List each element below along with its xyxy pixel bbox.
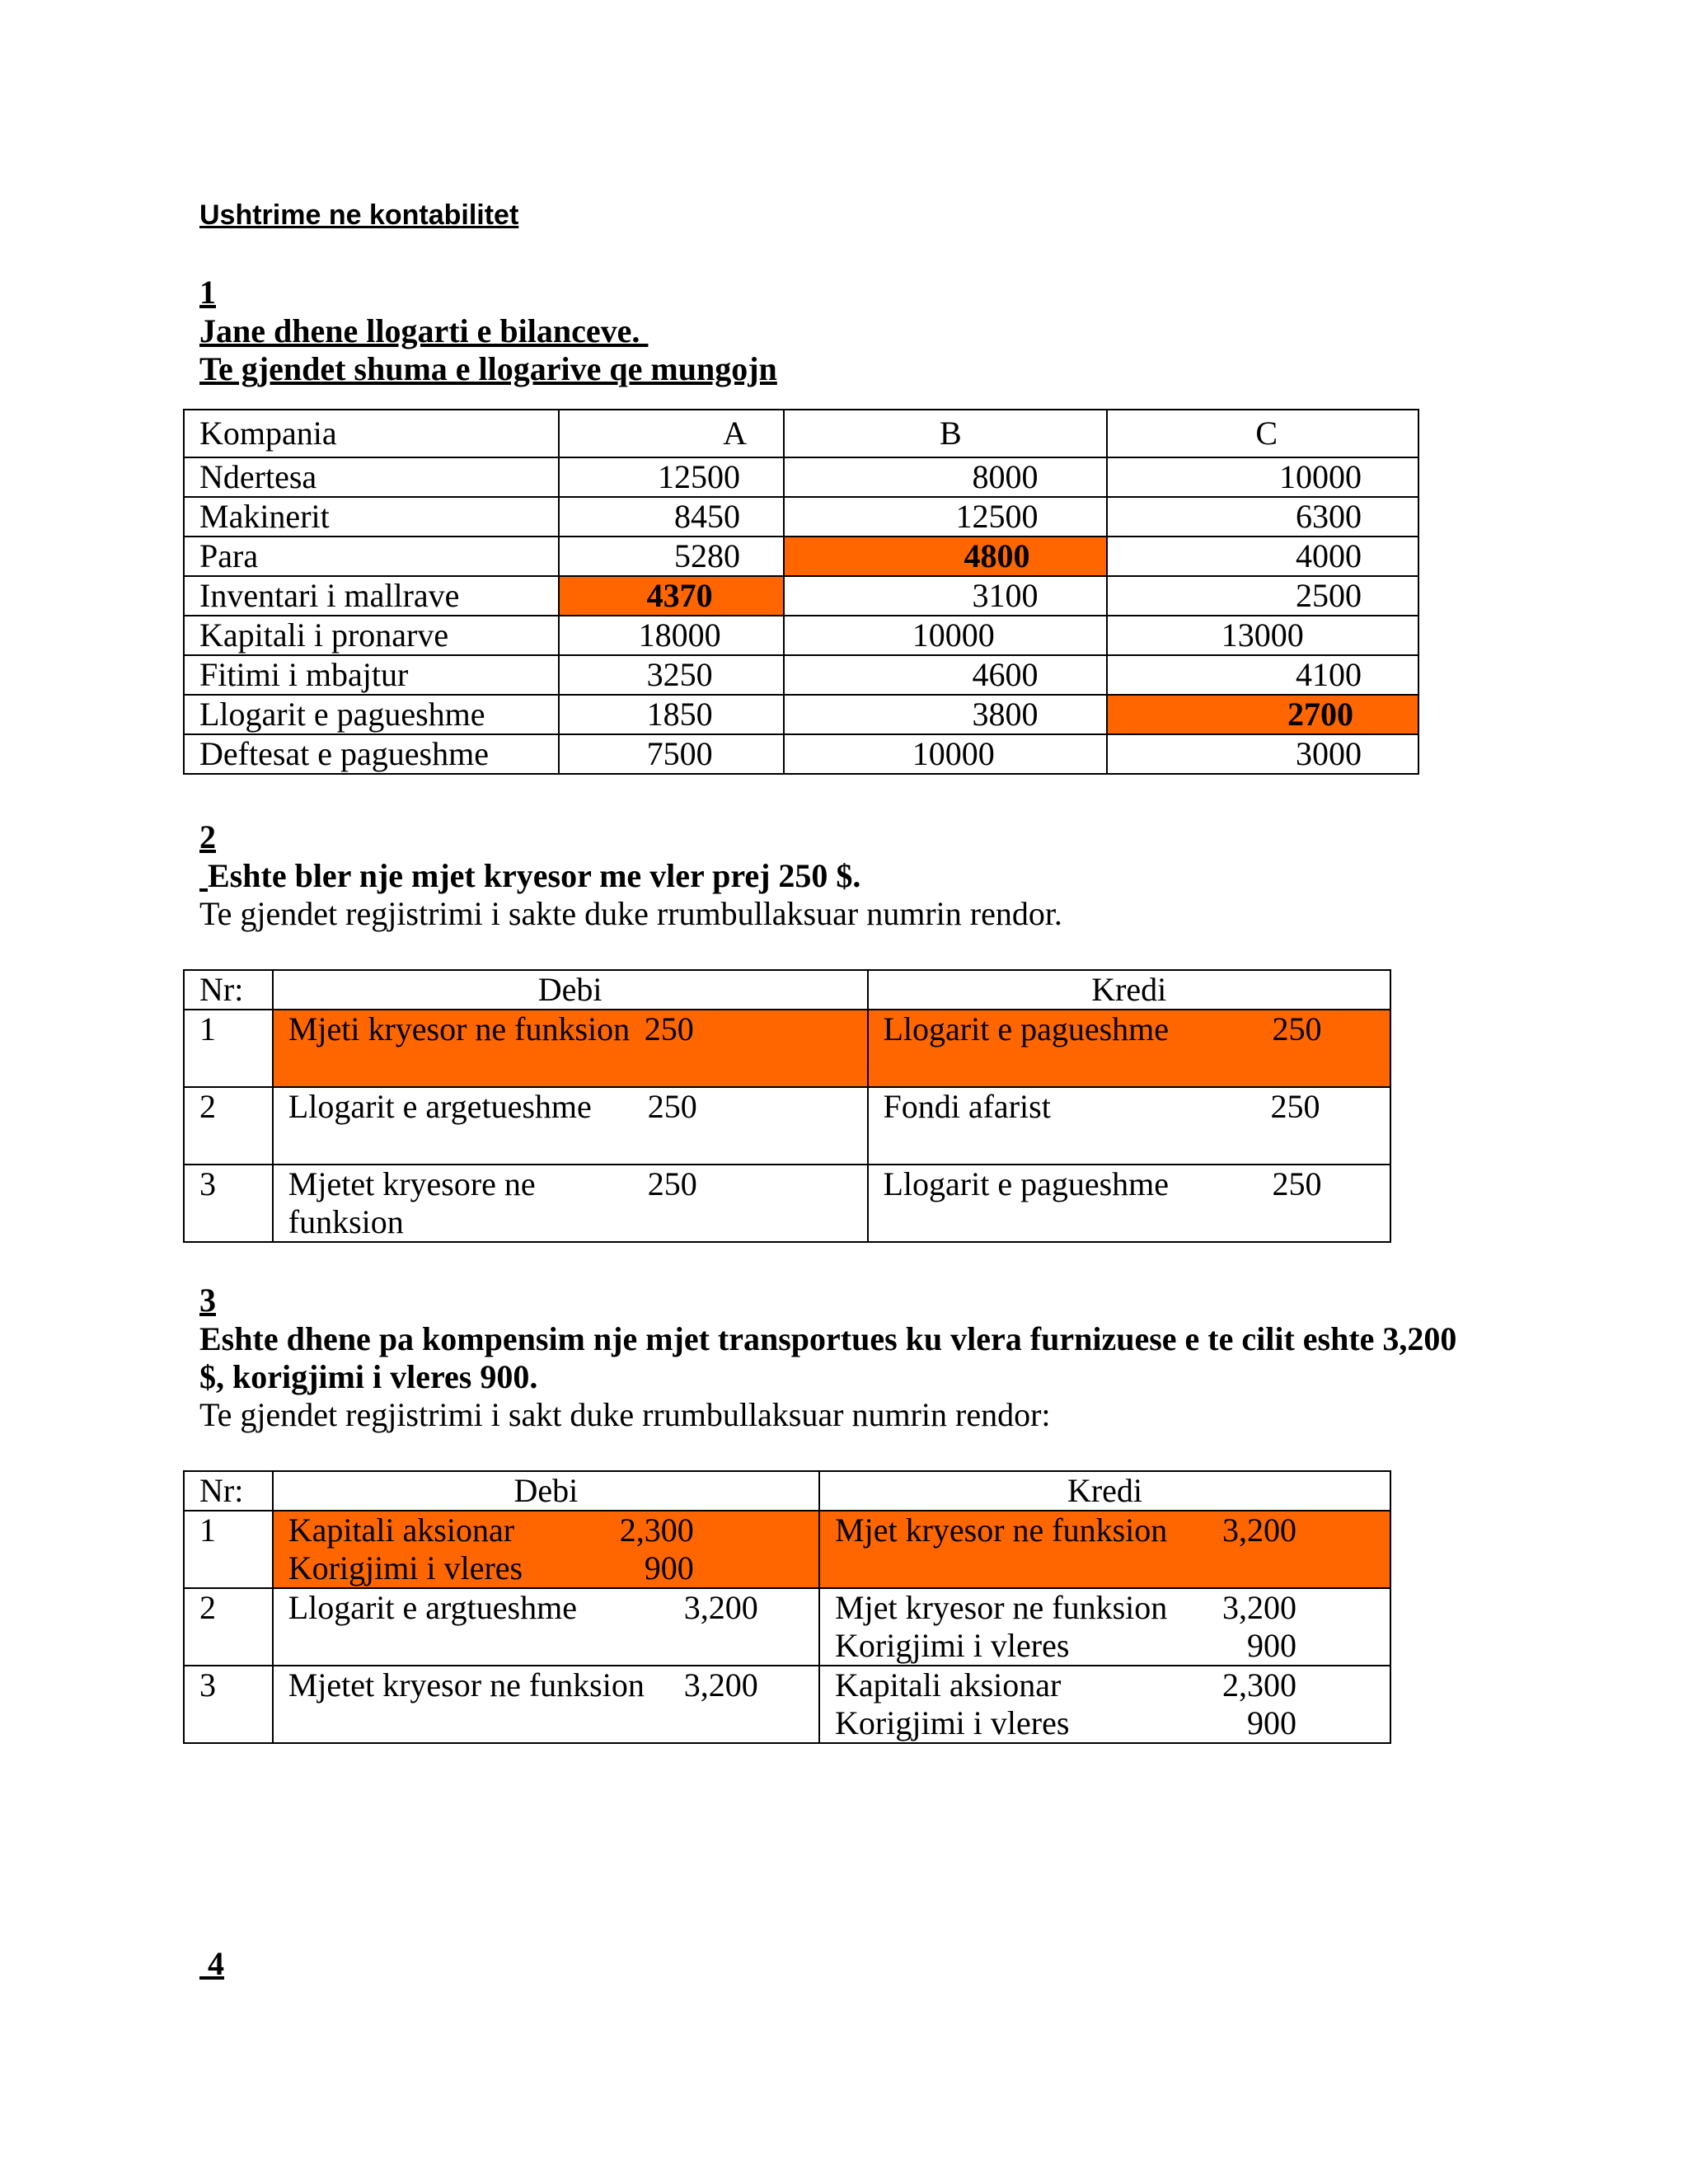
header-a: A xyxy=(559,410,784,457)
answer-cell-c: 2700 xyxy=(1107,695,1418,734)
cell-b: 10000 xyxy=(784,734,1107,774)
debi-amount: 900 xyxy=(644,1549,694,1586)
debi-amount: 2,300 xyxy=(619,1511,694,1549)
exercise-2-instruction: Te gjendet regjistrimi i sakte duke rrumbullaksuar numrin rendor. xyxy=(199,895,1062,932)
header-kredi: Kredi xyxy=(868,970,1391,1010)
debi-amount: 250 xyxy=(644,1010,694,1047)
debi-cell xyxy=(273,1087,868,1165)
cell-b: 8000 xyxy=(784,457,1107,497)
row-nr: 2 xyxy=(184,1588,273,1666)
page-title: Ushtrime ne kontabilitet xyxy=(199,199,519,231)
kredi-account: Korigjimi i vleres xyxy=(835,1704,1070,1741)
cell-a: 7500 xyxy=(559,734,784,774)
header-nr: Nr: xyxy=(184,970,273,1010)
kredi-cell xyxy=(868,1087,1391,1165)
exercise-1-instruction: Te gjendet shuma e llogarive qe mungojn xyxy=(199,350,777,387)
table-row xyxy=(184,497,1418,537)
cell-b: 3100 xyxy=(784,576,1107,616)
underline-space xyxy=(199,857,208,894)
entries-table-3 xyxy=(183,1470,1391,1744)
kredi-amount: 250 xyxy=(1272,1165,1322,1202)
table-row xyxy=(184,1010,1390,1087)
table-row xyxy=(184,734,1418,774)
debi-cell xyxy=(273,1511,819,1588)
table-row xyxy=(184,1087,1390,1165)
cell-c: 2500 xyxy=(1107,576,1418,616)
exercise-4-number-wrap xyxy=(199,1945,224,1983)
exercise-4-number-text: 4 xyxy=(208,1945,224,1982)
exercise-3-heading-line2: $, korigjimi i vleres 900. xyxy=(199,1358,538,1395)
header-debi: Debi xyxy=(273,970,868,1010)
kredi-account: Kapitali aksionar xyxy=(835,1666,1062,1704)
debi-account: Kapitali aksionar xyxy=(288,1511,515,1549)
entries-table-2 xyxy=(183,969,1391,1243)
exercise-3-heading-line1: Eshte dhene pa kompensim nje mjet transportues ku vlera furnizuese e te cilit eshte 3,200 xyxy=(199,1320,1457,1357)
answer-cell-b: 4800 xyxy=(784,537,1107,576)
exercise-3-instruction: Te gjendet regjistrimi i sakt duke rrumbullaksuar numrin rendor: xyxy=(199,1396,1051,1433)
table-row xyxy=(184,1165,1390,1242)
row-label: Deftesat e pagueshme xyxy=(184,734,559,774)
cell-b: 10000 xyxy=(784,616,1107,655)
debi-account: Llogarit e argetueshme xyxy=(288,1088,592,1125)
kredi-amount: 3,200 xyxy=(1222,1511,1297,1549)
debi-amount: 3,200 xyxy=(683,1589,758,1626)
kredi-account: Fondi afarist xyxy=(883,1088,1051,1125)
table-row xyxy=(184,1511,1390,1588)
kredi-cell xyxy=(868,1165,1391,1242)
exercise-4-number xyxy=(199,1945,224,1982)
cell-b: 12500 xyxy=(784,497,1107,537)
kredi-cell xyxy=(868,1010,1391,1087)
kredi-cell xyxy=(819,1666,1390,1743)
exercise-2-number: 2 xyxy=(199,818,216,855)
debi-account: Korigjimi i vleres xyxy=(288,1549,523,1586)
table-row xyxy=(184,576,1418,616)
row-label: Llogarit e pagueshme xyxy=(184,695,559,734)
kredi-amount: 250 xyxy=(1270,1088,1320,1125)
cell-c: 6300 xyxy=(1107,497,1418,537)
row-label: Ndertesa xyxy=(184,457,559,497)
cell-a: 12500 xyxy=(559,457,784,497)
table-row xyxy=(184,695,1418,734)
exercise-1-heading: Jane dhene llogarti e bilanceve. xyxy=(199,312,649,349)
debi-amount: 3,200 xyxy=(683,1666,758,1704)
row-label: Kapitali i pronarve xyxy=(184,616,559,655)
entries-table-header xyxy=(184,970,1390,1010)
cell-c: 4100 xyxy=(1107,655,1418,695)
table-row xyxy=(184,616,1418,655)
row-label: Para xyxy=(184,537,559,576)
exercise-1-number: 1 xyxy=(199,274,216,311)
cell-c: 10000 xyxy=(1107,457,1418,497)
cell-a: 1850 xyxy=(559,695,784,734)
cell-a: 5280 xyxy=(559,537,784,576)
header-company: Kompania xyxy=(184,410,559,457)
kredi-amount: 900 xyxy=(1247,1704,1297,1741)
kredi-cell xyxy=(819,1511,1390,1588)
debi-amount: 250 xyxy=(647,1088,697,1125)
header-kredi: Kredi xyxy=(819,1471,1390,1511)
table-row xyxy=(184,655,1418,695)
row-nr: 2 xyxy=(184,1087,273,1165)
debi-account: Mjeti kryesor ne funksion xyxy=(288,1010,631,1047)
row-nr: 3 xyxy=(184,1666,273,1743)
kredi-amount: 2,300 xyxy=(1222,1666,1297,1704)
debi-amount: 250 xyxy=(647,1165,697,1202)
kredi-account: Mjet kryesor ne funksion xyxy=(835,1511,1168,1549)
debi-cell xyxy=(273,1010,868,1087)
header-b: B xyxy=(784,410,1107,457)
row-label: Makinerit xyxy=(184,497,559,537)
header-debi: Debi xyxy=(273,1471,819,1511)
cell-b: 3800 xyxy=(784,695,1107,734)
header-c: C xyxy=(1107,410,1418,457)
table-row xyxy=(184,457,1418,497)
kredi-account: Mjet kryesor ne funksion xyxy=(835,1589,1168,1626)
kredi-amount: 250 xyxy=(1272,1010,1322,1047)
row-label: Fitimi i mbajtur xyxy=(184,655,559,695)
row-nr: 3 xyxy=(184,1165,273,1242)
cell-a: 8450 xyxy=(559,497,784,537)
row-nr: 1 xyxy=(184,1511,273,1588)
debi-cell xyxy=(273,1588,819,1666)
balance-table xyxy=(183,409,1419,775)
kredi-account: Korigjimi i vleres xyxy=(835,1627,1070,1664)
cell-a: 18000 xyxy=(559,616,784,655)
cell-c: 4000 xyxy=(1107,537,1418,576)
debi-cell xyxy=(273,1666,819,1743)
answer-cell-a: 4370 xyxy=(559,576,784,616)
cell-c: 13000 xyxy=(1107,616,1418,655)
table-row xyxy=(184,1588,1390,1666)
kredi-account: Llogarit e pagueshme xyxy=(883,1165,1170,1202)
exercise-3-number: 3 xyxy=(199,1282,216,1319)
kredi-account: Llogarit e pagueshme xyxy=(883,1010,1170,1047)
exercise-2-heading-wrap xyxy=(199,857,860,895)
kredi-amount: 3,200 xyxy=(1222,1589,1297,1626)
entries-table-header xyxy=(184,1471,1390,1511)
cell-b: 4600 xyxy=(784,655,1107,695)
debi-account: Mjetet kryesor ne funksion xyxy=(288,1666,645,1704)
kredi-cell xyxy=(819,1588,1390,1666)
kredi-amount: 900 xyxy=(1247,1627,1297,1664)
debi-account: Llogarit e argtueshme xyxy=(288,1589,577,1626)
table-row xyxy=(184,1666,1390,1743)
cell-c: 3000 xyxy=(1107,734,1418,774)
cell-a: 3250 xyxy=(559,655,784,695)
row-label: Inventari i mallrave xyxy=(184,576,559,616)
header-nr: Nr: xyxy=(184,1471,273,1511)
row-nr: 1 xyxy=(184,1010,273,1087)
debi-cell xyxy=(273,1165,868,1242)
exercise-2-heading: Eshte bler nje mjet kryesor me vler prej 250 $. xyxy=(208,857,861,894)
debi-account: Mjetet kryesore ne funksion xyxy=(288,1165,536,1240)
balance-table-header xyxy=(184,410,1418,457)
table-row xyxy=(184,537,1418,576)
